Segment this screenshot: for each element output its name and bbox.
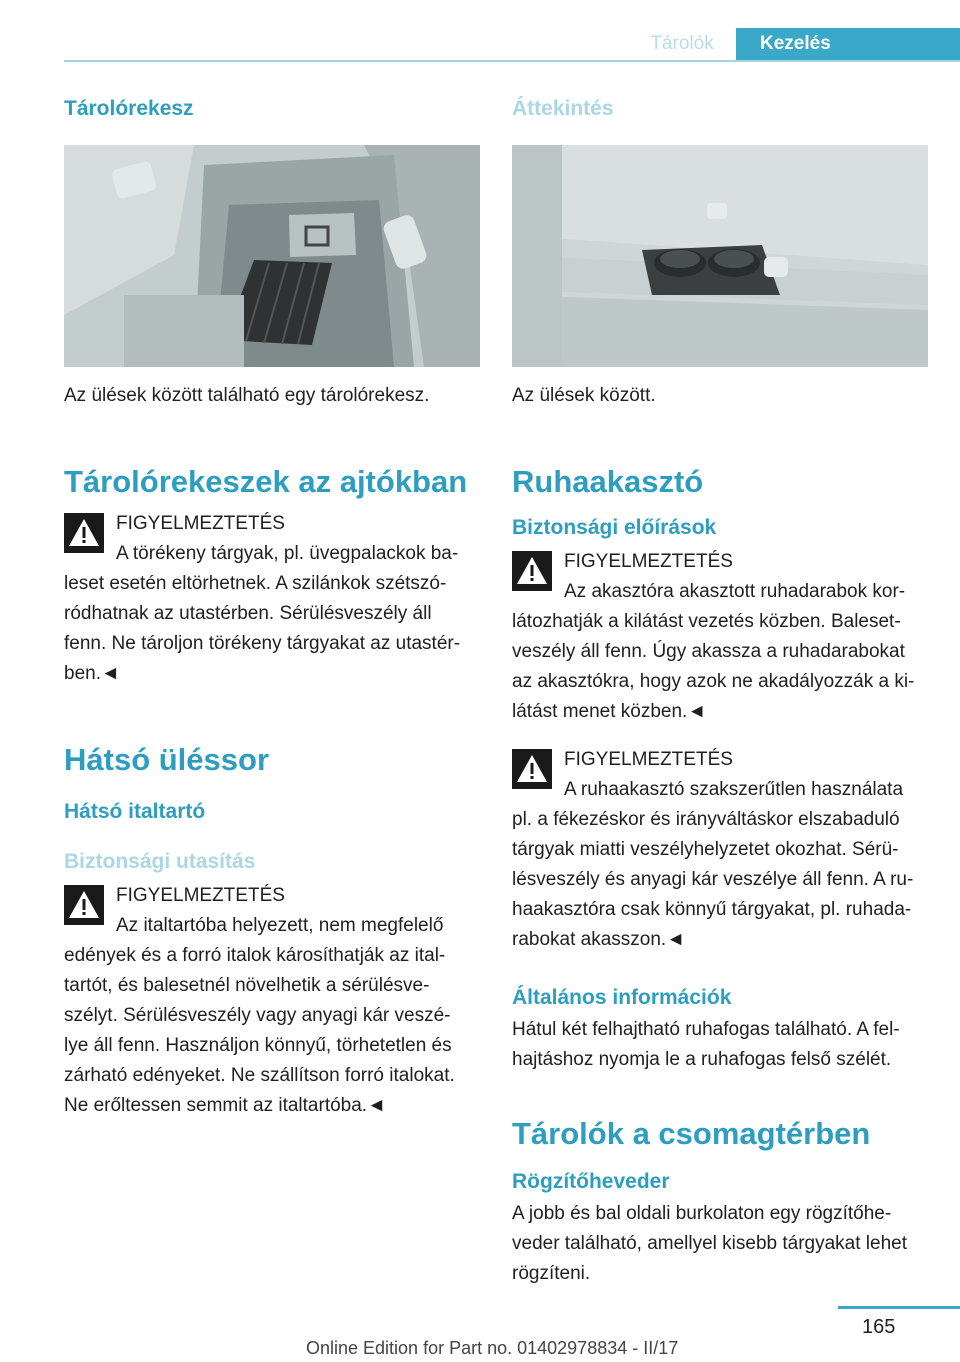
hanger-warning-2-line: pl. a fékezéskor és irányváltáskor elszabaduló	[512, 809, 900, 830]
hanger-warning-1-label: FIGYELMEZTETÉS	[564, 551, 733, 572]
cupholder-warning-line: Ne erőltessen semmit az italtartóba.◄	[64, 1095, 386, 1116]
rear-cupholder-title: Hátsó italtartó	[64, 800, 206, 823]
cupholder-warning-line: edények és a forró italok károsíthatják az ital-	[64, 945, 446, 966]
retaining-strap-title: Rögzítőheveder	[512, 1170, 670, 1193]
door-warning-line: A törékeny tárgyak, pl. üvegpalackok ba-	[116, 543, 459, 564]
cupholder-warning-line: Az italtartóba helyezett, nem megfelelő	[116, 915, 444, 936]
door-warning-label: FIGYELMEZTETÉS	[116, 513, 285, 534]
cupholder-warning-line: tartót, és balesetnél növelhetik a sérülésve-	[64, 975, 430, 996]
storage-compartment-title: Tárolórekesz	[64, 97, 194, 120]
general-info-line: Hátul két felhajtható ruhafogas található. A fel-	[512, 1019, 900, 1040]
cupholder-warning	[64, 881, 482, 1121]
door-warning	[64, 509, 482, 689]
hanger-warning-1-line: Az akasztóra akasztott ruhadarabok kor-	[564, 581, 906, 602]
hanger-warning-1-line: az akasztókra, hogy azok ne akadályozzák a ki-	[512, 671, 915, 692]
trunk-storage-title: Tárolók a csomagtérben	[512, 1116, 871, 1151]
cupholder-warning-label: FIGYELMEZTETÉS	[116, 885, 285, 906]
door-warning-line: leset esetén eltörhetnek. A szilánkok szétszó-	[64, 573, 447, 594]
cupholder-warning-line: lye áll fenn. Használjon könnyű, törhetetlen és	[64, 1035, 452, 1056]
warning-triangle-icon	[64, 885, 104, 925]
safety-instruction-title: Biztonsági utasítás	[64, 850, 256, 873]
header-tab-operation[interactable]: Kezelés	[736, 28, 960, 62]
left-column	[64, 96, 482, 1121]
page-number-divider	[838, 1306, 960, 1309]
coat-hanger-title: Ruhaakasztó	[512, 464, 704, 499]
hanger-warning-2	[512, 745, 930, 955]
hanger-warning-2-line: lésveszély és anyagi kár veszélye áll fenn. A ru-	[512, 869, 914, 890]
hanger-warning-2-label: FIGYELMEZTETÉS	[564, 749, 733, 770]
door-compartments-title: Tárolórekeszek az ajtókban	[64, 464, 468, 499]
hanger-warning-2-line: rabokat akasszon.◄	[512, 929, 686, 950]
cupholder-warning-line: zárható edényeket. Ne szállítson forró italokat.	[64, 1065, 455, 1086]
general-info-title: Általános információk	[512, 986, 732, 1009]
edition-footer: Online Edition for Part no. 01402978834 - II/17	[306, 1338, 679, 1358]
cupholder-photo	[512, 145, 928, 367]
warning-triangle-icon	[512, 551, 552, 591]
overview-title: Áttekintés	[512, 97, 614, 120]
hanger-warning-2-line: tárgyak miatti veszélyhelyzetet okozhat. Sérü-	[512, 839, 899, 860]
hanger-warning-1-line: látást menet közben.◄	[512, 701, 707, 722]
door-warning-line: ródhatnak az utastérben. Sérülésveszély áll	[64, 603, 432, 624]
retaining-strap-line: veder található, amellyel kisebb tárgyakat lehet	[512, 1233, 908, 1254]
retaining-strap-line: rögzíteni.	[512, 1263, 591, 1284]
warning-triangle-icon	[512, 749, 552, 789]
storage-compartment-caption: Az ülések között található egy tárolórekesz.	[64, 385, 430, 406]
page-number: 165	[862, 1316, 896, 1338]
hanger-warning-2-line: haakasztóra csak könnyű tárgyakat, pl. ruhada-	[512, 899, 912, 920]
hanger-warning-1-line: látozhatják a kilátást vezetés közben. Baleset-	[512, 611, 901, 632]
hanger-warning-2-line: A ruhaakasztó szakszerűtlen használata	[564, 779, 904, 800]
header-divider	[64, 60, 960, 62]
storage-compartment-photo	[64, 145, 480, 367]
overview-caption: Az ülések között.	[512, 385, 656, 406]
header-tab-storage[interactable]: Tárolók	[650, 33, 714, 54]
general-info-line: hajtáshoz nyomja le a ruhafogas felső szélét.	[512, 1049, 892, 1070]
door-warning-line: fenn. Ne tároljon törékeny tárgyakat az utastér-	[64, 633, 461, 654]
right-column	[512, 96, 930, 1289]
warning-triangle-icon	[64, 513, 104, 553]
hanger-warning-1-line: veszély áll fenn. Úgy akassza a ruhadarabokat	[512, 641, 905, 662]
retaining-strap-line: A jobb és bal oldali burkolaton egy rögzítőhe-	[512, 1203, 892, 1224]
rear-seat-row-title: Hátsó üléssor	[64, 742, 270, 777]
hanger-warning-1	[512, 547, 930, 727]
door-warning-line: ben.◄	[64, 663, 120, 684]
cupholder-warning-line: szélyt. Sérülésveszély vagy anyagi kár veszé-	[64, 1005, 451, 1026]
safety-rules-title: Biztonsági előírások	[512, 516, 717, 539]
